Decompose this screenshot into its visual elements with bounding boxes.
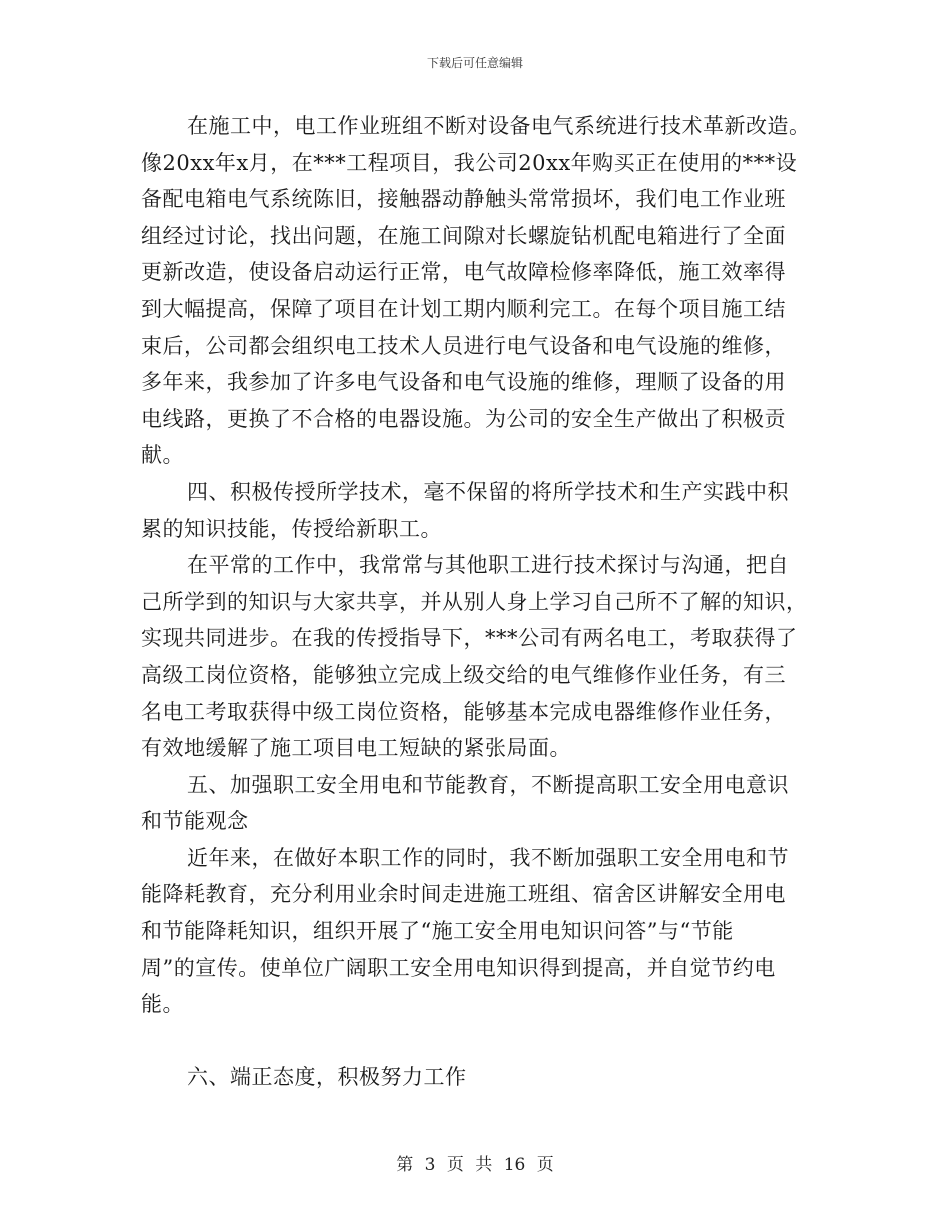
text-line: 在平常的工作中，我常常与其他职工进行技术探讨与沟通，把自 [187,553,789,578]
page-number: 第 3 页 共 16 页 [396,1155,554,1175]
text-line: 像20xx年x月，在***工程项目，我公司20xx年购买正在使用的***设 [141,150,798,175]
text-line: 名电工考取获得中级工岗位资格，能够基本完成电器维修作业任务， [141,699,786,724]
text-line: 周”的宣传。使单位广阔职工安全用电知识得到提高，并自觉节约电 [141,955,776,980]
text-line [141,1023,809,1060]
text-line: 电线路，更换了不合格的电器设施。为公司的安全生产做出了积极贡 [141,406,786,431]
text-line: 累的知识技能，传授给新职工。 [141,516,442,541]
text-line: 和节能观念 [141,809,249,834]
text-line: 组经过讨论，找出问题，在施工间隙对长螺旋钻机配电箱进行了全面 [141,223,786,248]
text-line: 高级工岗位资格，能够独立完成上级交给的电气维修作业任务，有三 [141,662,786,687]
text-line: 有效地缓解了施工项目电工短缺的紧张局面。 [141,736,571,761]
text-line: 六、端正态度，积极努力工作 [187,1065,467,1090]
text-line: 和节能降耗知识，组织开展了“施工安全用电知识问答”与“节能 [141,919,734,944]
text-line: 己所学到的知识与大家共享，并从别人身上学习自己所不了解的知识， [141,589,808,614]
text-line: 备配电箱电气系统陈旧，接触器动静触头常常损坏，我们电工作业班 [141,187,786,212]
text-line: 能降耗教育，充分利用业余时间走进施工班组、宿舍区讲解安全用电 [141,882,786,907]
text-line: 多年来，我参加了许多电气设备和电气设施的维修，理顺了设备的用 [141,370,786,395]
text-line: 献。 [141,443,184,468]
text-line: 更新改造，使设备启动运行正常，电气故障检修率降低，施工效率得 [141,260,786,285]
text-line: 实现共同进步。在我的传授指导下，***公司有两名电工，考取获得了 [141,626,798,651]
text-line: 近年来，在做好本职工作的同时，我不断加强职工安全用电和节 [187,845,789,870]
text-line: 四、积极传授所学技术，毫不保留的将所学技术和生产实践中积 [187,479,789,504]
text-line: 到大幅提高，保障了项目在计划工期内顺利完工。在每个项目施工结 [141,296,786,321]
document-body [141,108,809,1096]
text-line: 能。 [141,992,184,1017]
text-line: 束后，公司都会组织电工技术人员进行电气设备和电气设施的维修， [141,333,786,358]
header-note: 下载后可任意编辑 [426,56,523,70]
text-line: 在施工中，电工作业班组不断对设备电气系统进行技术革新改造。 [187,114,811,138]
text-line: 五、加强职工安全用电和节能教育，不断提高职工安全用电意识 [187,772,789,797]
